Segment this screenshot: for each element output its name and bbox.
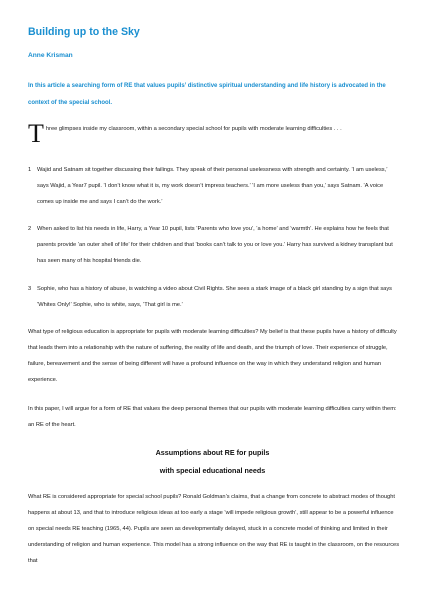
glimpse-item-3	[28, 282, 400, 314]
glimpse-number: 3	[28, 286, 32, 292]
glimpse-text: When asked to list his needs in life, Harry, a Year 10 pupil, lists ‘Parents who love you’, ‘a home’ and ‘warmth’. He explains how he feels that parents provide ‘an outer shell of life’ for their children and that ‘books can’t talk to you or love you.’ Harry has survived a kidney transplant but has seen many of his hospital friends die.	[37, 226, 393, 264]
body-paragraph-1: What type of religious education is appropriate for pupils with moderate learning difficulties? My belief is that these pupils have a history of difficulty that leads them into a relationship with the nature of suffering, the reality of life and death, and the triumph of love. Their experience of struggle, failure, bereavement and the sense of being different will have a profound influence on the way in which they understand religion and human experience.	[28, 329, 397, 383]
glimpse-text: Wajid and Satnam sit together discussing their failings. They speak of their personal uselessness with strength and certainty. ‘I am useless,’ says Wajid, a Year7 pupil. ‘I don’t know what it is, my work doesn’t impress teachers.’ ‘I am more useless than you,’ says Satnam. ‘A voice comes up inside me and says I can’t do the work.’	[37, 167, 388, 205]
section-heading-line-1: Assumptions about RE for pupils	[155, 448, 270, 457]
glimpse-item-1	[28, 163, 400, 211]
article-abstract: In this article a searching form of RE that values pupils’ distinctive spiritual understanding and life history is advocated in the context of the special school.	[28, 83, 386, 106]
intro-text: hree glimpses inside my classroom, within a secondary special school for pupils with moderate learning difficulties . . .	[45, 126, 342, 132]
drop-cap: T	[28, 119, 44, 148]
body-paragraph-2: In this paper, I will argue for a form of RE that values the deep personal themes that our pupils with moderate learning difficulties carry within them: an RE of the heart.	[28, 406, 397, 428]
article-title: Building up to the Sky	[28, 26, 140, 38]
intro-paragraph	[28, 119, 400, 148]
section-heading-line-2: with special educational needs	[159, 466, 266, 475]
glimpse-number: 2	[28, 226, 32, 232]
article-author: Anne Krisman	[28, 52, 73, 59]
glimpse-number: 1	[28, 167, 32, 173]
glimpse-item-2	[28, 222, 400, 270]
glimpse-text: Sophie, who has a history of abuse, is watching a video about Civil Rights. She sees a stark image of a black girl standing by a sign that says ‘Whites Only!’ Sophie, who is white, says, ‘That girl is me.’	[37, 286, 393, 308]
body-paragraph-3: What RE is considered appropriate for special school pupils? Ronald Goldman’s claims, that a change from concrete to abstract modes of thought happens at about 13, and that to introduce religious ideas at too early a stage ‘will impede religious growth’, still appear to be a powerful influence on special needs RE teaching (1965, 44). Pupils are seen as developmentally delayed, stuck in a concrete model of thinking and limited in their understanding of religion and human experience. This model has a strong influence on the way that RE is taught in the classroom, on the resources that	[28, 494, 400, 564]
